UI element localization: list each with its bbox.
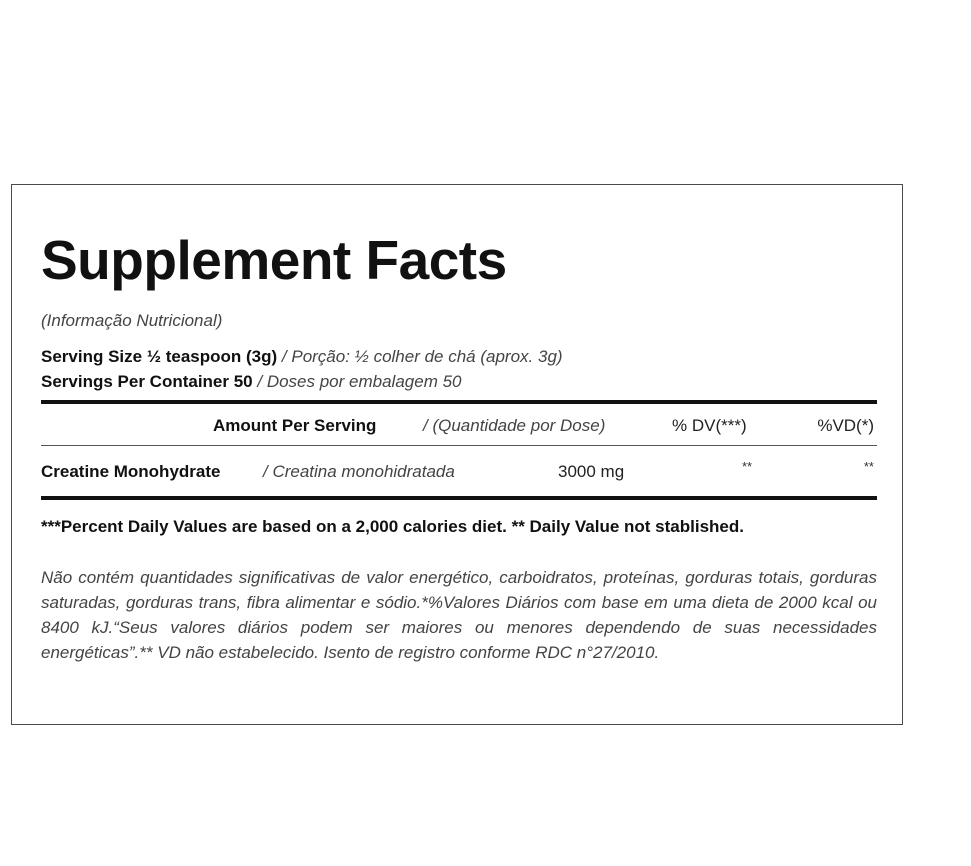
ingredient-name-en: Creatine Monohydrate: [41, 462, 221, 481]
header-amount-pt: / (Quantidade por Dose): [423, 416, 606, 435]
label-subtitle: (Informação Nutricional): [41, 311, 223, 330]
ingredient-dv: **: [742, 459, 753, 474]
servings-per-container-pt: / Doses por embalagem 50: [257, 372, 462, 391]
label-title: Supplement Facts: [41, 229, 507, 291]
supplement-facts-label: [11, 184, 903, 725]
header-amount-en: Amount Per Serving: [213, 416, 377, 435]
servings-per-container: [41, 372, 461, 392]
divider-thick: [41, 496, 877, 500]
header-dv: % DV(***): [672, 416, 747, 435]
serving-size-en: Serving Size ½ teaspoon (3g): [41, 347, 278, 366]
footnote-pt: Não contém quantidades significativas de valor energético, carboidratos, proteínas, gorduras totais, gorduras saturadas, gorduras trans, fibra alimentar e sódio.*%Valores Diários com base em uma dieta de 2000 kcal ou 8400 kJ.“Seus valores diários podem ser maiores ou menores dependendo de suas necessidades energéticas”.** VD não estabelecido. Isento de registro conforme RDC n°27/2010.: [41, 568, 877, 662]
header-vd: %VD(*): [817, 416, 874, 435]
ingredient-vd: **: [863, 459, 874, 474]
divider-thin: [41, 445, 877, 446]
ingredient-amount: 3000 mg: [558, 462, 625, 481]
servings-per-container-en: Servings Per Container 50: [41, 372, 253, 391]
serving-size: [41, 347, 563, 367]
ingredient-name-pt: / Creatina monohidratada: [263, 462, 455, 481]
footnote-en: ***Percent Daily Values are based on a 2,000 calories diet. ** Daily Value not stablished.: [41, 517, 744, 536]
divider-thick: [41, 400, 877, 404]
serving-size-pt: / Porção: ½ colher de chá (aprox. 3g): [281, 347, 563, 366]
